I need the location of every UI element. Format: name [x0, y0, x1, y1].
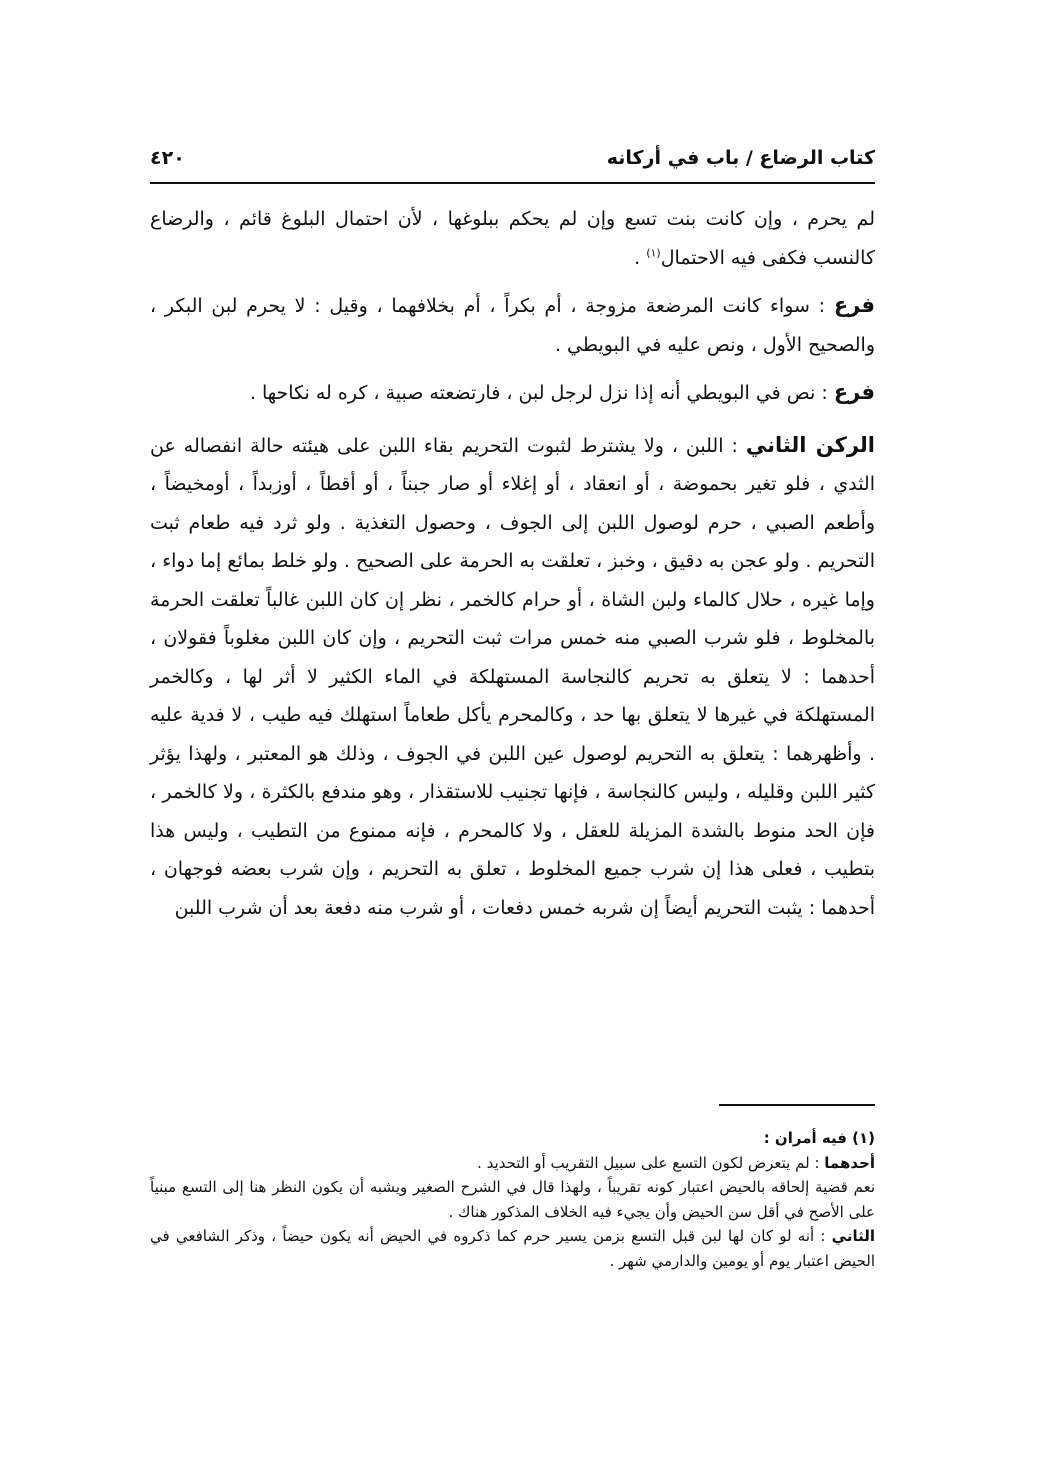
paragraph-branch-2	[150, 373, 875, 413]
paragraph-tail: .	[634, 246, 647, 269]
footnote-text: : لم يتعرض لكون التسع على سبيل التقريب أو التحديد .	[477, 1153, 825, 1172]
footnotes	[150, 1126, 875, 1273]
page-header	[150, 143, 875, 173]
footnote-item	[150, 1175, 875, 1224]
footnote-intro: (١) فيه أمران :	[763, 1129, 875, 1147]
paragraph-text: : نص في البويطي أنه إذا نزل لرجل لبن ، فارتضعته صبية ، كره له نكاحها .	[249, 382, 834, 404]
paragraph-continuation	[150, 200, 875, 277]
running-title: كتاب الرضاع / باب في أركانه	[606, 147, 875, 169]
paragraph-keyword: فرع	[833, 380, 875, 404]
paragraph-branch-1	[150, 286, 875, 364]
paragraph-second-pillar	[150, 426, 875, 928]
footnote-reference: (١)	[646, 246, 661, 260]
footnote-text: : أنه لو كان لها لبن قبل التسع بزمن يسير حرم كما ذكروه في الحيض أنه يكون حيضاً ، وذكر الشافعي في الحيض اعتبار يوم أو يومين والدارمي شهر .	[150, 1227, 875, 1270]
paragraph-keyword: فرع	[833, 293, 875, 317]
footnote-item	[150, 1151, 875, 1176]
paragraph-text: : اللبن ، ولا يشترط لثبوت التحريم بقاء اللبن على هيئته حالة انفصاله عن الثدي ، فلو تغير بحموضة ، أو انعقاد ، أو إغلاء أو صار جبناً ، أو أقطاً ، أوزبداً ، أومخيضاً ، وأطعم الصبي ، حرم لوصول اللبن إلى الجوف ، وحصول التغذية . ولو ثرد فيه طعام ثبت التحريم . ولو عجن به دقيق ، وخبز ، تعلقت به الحرمة على الصحيح . ولو خلط بمائع إما دواء ، وإما غيره ، حلال كالماء ولبن الشاة ، أو حرام كالخمر ، نظر إن كان اللبن غالباً تعلقت الحرمة بالمخلوط ، فلو شرب الصبي منه خمس مرات ثبت التحريم ، وإن كان اللبن مغلوباً فقولان ، أحدهما : لا يتعلق به تحريم كالنجاسة المستهلكة في الماء الكثير لا أثر لها ، وكالخمر المستهلكة في غيرها لا يتعلق بها حد ، وكالمحرم يأكل طعاماً استهلك فيه طيب ، لا فدية عليه . وأظهرهما : يتعلق به التحريم لوصول عين اللبن في الجوف ، وذلك هو المعتبر ، ولهذا يؤثر كثير اللبن وقليله ، وليس كالنجاسة ، فإنها تجنيب للاستقذار ، وهو مندفع بالكثرة ، ولا كالخمر ، فإن الحد منوط بالشدة المزيلة للعقل ، ولا كالمحرم ، فإنه ممنوع من التطيب ، وليس هذا بتطيب ، فعلى هذا إن شرب جميع المخلوط ، تعلق به التحريم ، وإن شرب بعضه فوجهان ، أحدهما : يثبت التحريم أيضاً إن شربه خمس دفعات ، أو شرب منه دفعة بعد أن شرب اللبن	[150, 434, 875, 919]
page-number: ٤٢٠	[150, 147, 185, 169]
main-text	[150, 200, 875, 927]
footnote-item	[150, 1224, 875, 1273]
paragraph-keyword: الركن الثاني	[745, 432, 875, 457]
footnote-divider	[719, 1104, 875, 1106]
paragraph-text: لم يحرم ، وإن كانت بنت تسع وإن لم يحكم ببلوغها ، لأن احتمال البلوغ قائم ، والرضاع كالنسب فكفى فيه الاحتمال	[150, 208, 875, 269]
footnote-text: نعم قضية إلحاقه بالحيض اعتبار كونه تقريباً ، ولهذا قال في الشرح الصغير ويشبه أن يكون النظر هنا إلى التسع مبنياً على الأصح في أقل سن الحيض وأن يجيء فيه الخلاف المذكور هناك .	[150, 1178, 875, 1221]
paragraph-text: : سواء كانت المرضعة مزوجة ، أم بكراً ، أم بخلافهما ، وقيل : لا يحرم لبن البكر ، والصحيح الأول ، ونص عليه في البويطي .	[150, 295, 875, 356]
footnote-label: الثاني	[831, 1227, 875, 1245]
header-divider	[150, 182, 875, 184]
footnote-label: أحدهما	[824, 1153, 875, 1172]
